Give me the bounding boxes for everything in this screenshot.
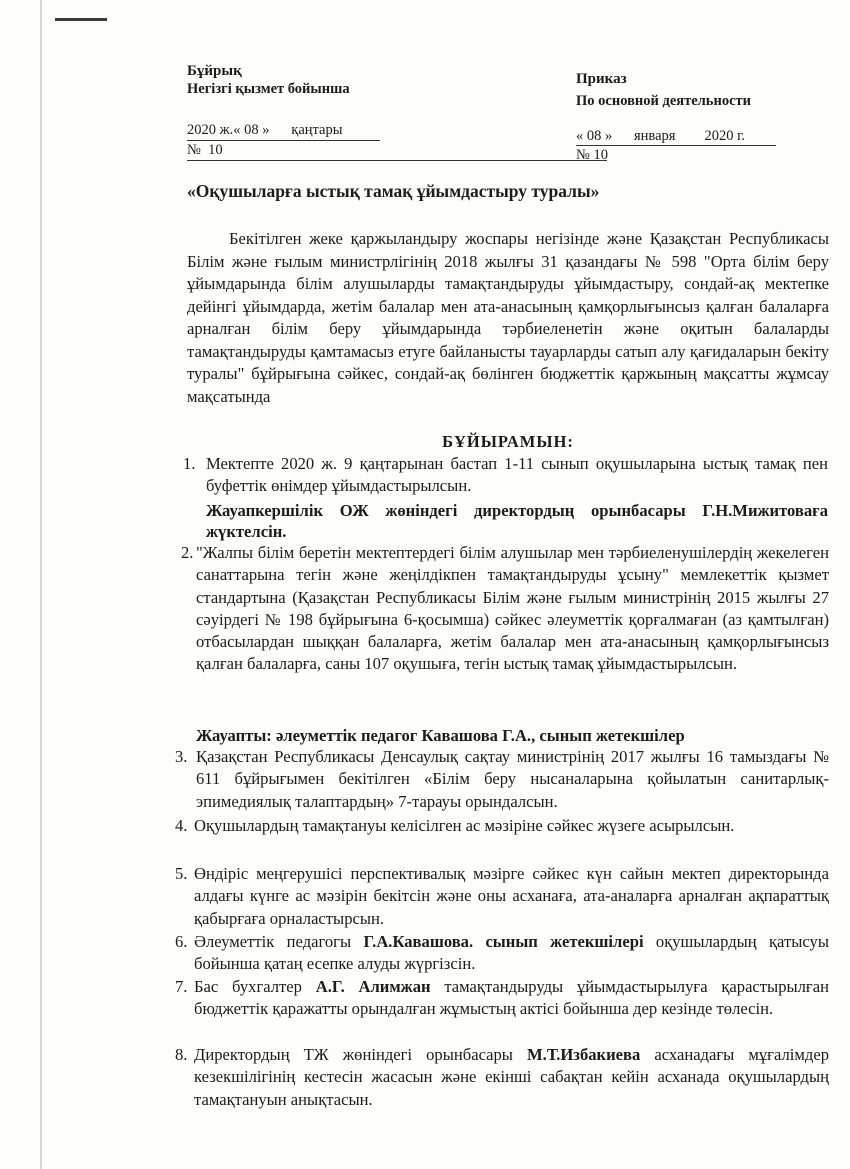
order-heading: БҰЙЫРАМЫН: (442, 432, 574, 451)
item-number: 6. (175, 932, 188, 951)
item-number: 4. (175, 816, 188, 835)
item-number: 3. (175, 747, 188, 766)
number-underline (187, 160, 607, 161)
item-number: 8. (175, 1045, 188, 1064)
header-ru (576, 70, 751, 110)
item-text-pre: Бас бухгалтер (194, 977, 316, 996)
header-kz-subtitle: Негізгі қызмет бойынша (187, 81, 350, 97)
item-person: М.Т.Избакиева (527, 1045, 641, 1064)
item-number: 7. (175, 977, 188, 996)
header-kz (187, 62, 350, 98)
item-text (194, 1044, 829, 1111)
item-number: 1. (183, 454, 196, 473)
item-text-pre: Директордың ТЖ жөніндегі орынбасары (194, 1045, 528, 1064)
item-text-post: тамақтандыруды ұйымдастырылуға қарастырылған бюджеттік қаражатты орындалған жұмыстың актісі бойынша дер кезінде төлесін. (194, 977, 829, 1019)
header-ru-title: Приказ (576, 71, 627, 87)
item-number: 5. (175, 864, 188, 883)
kz-number: № 10 (187, 142, 223, 158)
ru-number: № 10 (576, 147, 608, 163)
item-text-pre: Әлеуметтік педагогы (194, 932, 364, 951)
item-text (194, 976, 829, 1021)
kz-date-underline (187, 140, 380, 141)
item-responsible: Жауапкершілік ОЖ жөніндегі директордың орынбасары Г.Н.Мижитоваға жүктелсін. (206, 501, 828, 541)
item-text: Оқушылардың тамақтануы келісілген ас мәзіріне сәйкес жүзеге асырылсын. (194, 816, 735, 835)
item-text: "Жалпы білім беретін мектептердегі білім алушылар мен тәрбиеленушілердің жекелеген санаттарына тегін және жеңілдікпен тамақтандыруды ұсыну" мемлекеттік қызмет стандартына (Қазақстан Республикасы Білім және ғылым министрінің 2015 жылғы 27 сәуірдегі № 198 бұйрығына 6-қосымша) сәйкес әлеуметтік қорғалмаған (аз қамтылған) отбасылардан шыққан балаларға, жетім балалар мен ата-анасының қамқорлығынсыз қалған балаларға, саны 107 оқушыға, тегін ыстық тамақ ұйымдастырылсын. (196, 543, 829, 674)
item-text-post: асханадағы мұғалімдер кезекшілігінің кестесін жасасын және екінші сабақтан кейін асханада оқушылардың тамақтануын анықтасын. (194, 1045, 829, 1109)
item-responsible: Жауапты: әлеуметтік педагог Кавашова Г.А., сынып жетекшілер (196, 726, 685, 745)
item-text (194, 931, 829, 976)
item-person: А.Г. Алимжан (315, 977, 431, 996)
item-text: Қазақстан Республикасы Денсаулық сақтау министрінің 2017 жылғы 16 тамыздағы № 611 бұйрығымен бекітілген «Білім беру нысаналарына қойылатын санитарлық-эпимедиялық талаптардың» 7-тарауы орындалсын. (196, 747, 829, 811)
header-ru-subtitle: По основной деятельности (576, 93, 751, 109)
scan-edge-line (40, 0, 42, 1169)
document-title: «Оқушыларға ыстық тамақ ұйымдастыру туралы» (187, 181, 600, 201)
item-text-post: оқушылардың қатысуы бойынша қатаң есепке алуды жүргізсін. (194, 932, 829, 974)
item-number: 2. (181, 543, 194, 562)
ru-date-underline (576, 145, 776, 146)
ru-date: « 08 » января 2020 г. (576, 128, 746, 144)
header-kz-title: Бұйрық (187, 63, 242, 79)
preamble-text: Бекітілген жеке қаржыландыру жоспары негізінде және Қазақстан Республикасы Білім және ғылым министрлігінің 2018 жылғы 31 қазандағы № 598 "Орта білім беру ұйымдарында білім алушыларды тамақтандыруды ұйымдастыру, сондай-ақ мектепке дейінгі ұйымдарда, жетім балалар мен ата-анасының қамқорлығынсыз қалған балаларға арналған білім беру ұйымдарында тәрбиеленетін және оқитын балаларды тамақтандыруды қамтамасыз етуге байланысты тауарларды сатып алу қағидаларын бекіту туралы" бұйрығына сәйкес, сондай-ақ бөлінген бюджеттік қаржының мақсатты жұмсау мақсатында (187, 229, 829, 406)
item-text: Өндіріс меңгерушісі перспективалық мәзірге сәйкес күн сайын мектеп директорында алдағы күнге ас мәзірін бекітсін және оны асханаға, ата-аналарға арналған ақпараттық қабырғаға орналастырсын. (194, 864, 829, 928)
scan-corner-mark (55, 18, 107, 21)
item-text: Мектепте 2020 ж. 9 қаңтарынан бастап 1-11 сынып оқушыларына ыстық тамақ пен буфеттік өнімдер ұйымдастырылсын. (206, 454, 828, 496)
kz-date: 2020 ж.« 08 » қаңтары (187, 122, 343, 138)
item-person: Г.А.Кавашова. сынып жетекшілері (363, 932, 644, 951)
preamble (187, 228, 829, 408)
